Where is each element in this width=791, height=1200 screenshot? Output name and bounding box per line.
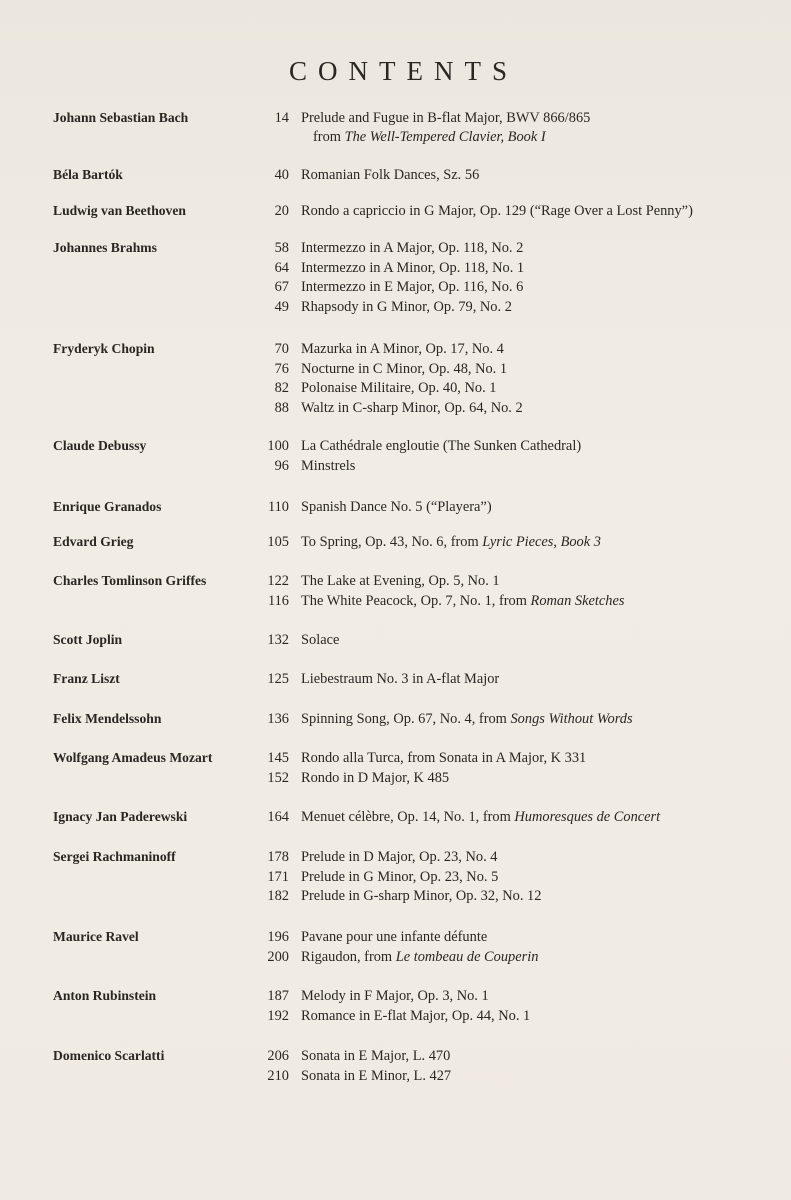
work-title-text: Prelude and Fugue in B-flat Major, BWV 866/865 <box>301 110 591 126</box>
page-number: 20 <box>274 203 289 219</box>
work-title <box>301 341 504 358</box>
work-title-text: Polonaise Militaire, Op. 40, No. 1 <box>301 380 497 397</box>
composer-name: Johann Sebastian Bach <box>53 110 189 125</box>
work-title <box>301 949 538 966</box>
composer-name: Wolfgang Amadeus Mozart <box>53 750 213 765</box>
work-row <box>0 573 791 593</box>
work-title <box>301 929 487 946</box>
work-title-text: Sonata in E Minor, L. 427 <box>301 1067 452 1084</box>
work-row <box>0 361 791 381</box>
work-row <box>0 671 791 691</box>
page-number: 200 <box>267 948 289 965</box>
work-title <box>301 438 581 455</box>
page-number: 70 <box>274 341 289 357</box>
work-row <box>0 299 791 319</box>
work-row <box>0 1048 791 1068</box>
work-title-text: Nocturne in C Minor, Op. 48, No. 1 <box>301 360 508 377</box>
composer-name: Franz Liszt <box>53 671 120 686</box>
work-row <box>0 988 791 1008</box>
work-title-text: Romance in E-flat Major, Op. 44, No. 1 <box>301 1007 531 1024</box>
composer-name: Ignacy Jan Paderewski <box>53 809 188 824</box>
composer-name: Felix Mendelssohn <box>53 711 162 726</box>
page-number: 105 <box>267 534 289 550</box>
collection-title: Roman Sketches <box>530 592 625 609</box>
page-number: 58 <box>274 240 289 256</box>
work-row <box>0 711 791 731</box>
composer-name: Anton Rubinstein <box>53 988 157 1003</box>
page-number: 122 <box>267 573 289 589</box>
work-title <box>301 869 498 886</box>
work-row <box>0 1068 791 1088</box>
work-title-text: Sonata in E Major, L. 470 <box>301 1048 451 1064</box>
work-row <box>0 750 791 770</box>
composer-name: Enrique Granados <box>53 499 162 514</box>
work-row <box>0 438 791 458</box>
collection-title: The Well-Tempered Clavier, Book I <box>344 129 546 145</box>
page-number: 49 <box>274 298 289 315</box>
work-row <box>0 534 791 554</box>
work-row <box>0 499 791 519</box>
work-title <box>301 849 497 866</box>
work-title <box>301 499 492 516</box>
work-title-text: Intermezzo in E Major, Op. 116, No. 6 <box>301 279 524 296</box>
page-number: 196 <box>267 929 289 945</box>
work-row <box>0 770 791 790</box>
work-row <box>0 110 791 145</box>
work-title <box>301 458 355 475</box>
work-title <box>301 279 523 296</box>
work-row <box>0 632 791 652</box>
work-title-text: Romanian Folk Dances, Sz. 56 <box>301 167 480 183</box>
work-row <box>0 869 791 889</box>
composer-name: Ludwig van Beethoven <box>53 203 186 218</box>
work-title-text: Rigaudon, from <box>301 948 396 965</box>
work-title <box>301 809 660 826</box>
page-number: 171 <box>267 868 289 885</box>
work-title-text: Melody in F Major, Op. 3, No. 1 <box>301 988 489 1004</box>
work-title <box>301 888 541 905</box>
page-number: 64 <box>274 259 289 276</box>
work-row <box>0 341 791 361</box>
work-row <box>0 260 791 280</box>
work-title-text: Spanish Dance No. 5 (“Playera”) <box>301 499 492 515</box>
page-number: 132 <box>267 632 289 648</box>
work-title-text: Rondo alla Turca, from Sonata in A Major, K 331 <box>301 750 587 766</box>
composer-name: Johannes Brahms <box>53 240 157 255</box>
work-title <box>301 671 499 688</box>
page-number: 67 <box>274 279 289 296</box>
work-title <box>301 1048 450 1065</box>
work-title <box>301 361 507 378</box>
work-title-text: Minstrels <box>301 457 356 474</box>
work-title-text: Prelude in G Minor, Op. 23, No. 5 <box>301 868 499 885</box>
composer-name: Edvard Grieg <box>53 534 134 549</box>
work-row <box>0 279 791 299</box>
work-title-text: Spinning Song, Op. 67, No. 4, from <box>301 711 511 727</box>
work-title <box>301 711 633 728</box>
page-number: 192 <box>267 1007 289 1024</box>
work-title <box>301 203 693 220</box>
work-title-text: The Lake at Evening, Op. 5, No. 1 <box>301 573 500 589</box>
work-title <box>301 260 524 277</box>
work-title-text: The White Peacock, Op. 7, No. 1, from <box>301 592 531 609</box>
work-title-text: To Spring, Op. 43, No. 6, from <box>301 534 483 550</box>
work-row <box>0 929 791 949</box>
page-number: 178 <box>267 849 289 865</box>
work-title <box>301 988 489 1005</box>
page-number: 206 <box>267 1048 289 1064</box>
work-title-text: La Cathédrale engloutie (The Sunken Cathedral) <box>301 438 582 454</box>
composer-name: Claude Debussy <box>53 438 147 453</box>
work-title-text: Waltz in C-sharp Minor, Op. 64, No. 2 <box>301 399 523 416</box>
work-title-text: Intermezzo in A Minor, Op. 118, No. 1 <box>301 259 525 276</box>
work-title <box>301 750 586 767</box>
page-number: 187 <box>267 988 289 1004</box>
work-row <box>0 380 791 400</box>
work-title <box>301 299 512 316</box>
work-title-text: Intermezzo in A Major, Op. 118, No. 2 <box>301 240 524 256</box>
page-number: 182 <box>267 888 289 905</box>
page-number: 82 <box>274 380 289 397</box>
work-title <box>301 770 449 787</box>
work-title-text: Prelude in D Major, Op. 23, No. 4 <box>301 849 498 865</box>
page-number: 40 <box>274 167 289 183</box>
work-title-text: Rondo in D Major, K 485 <box>301 769 450 786</box>
page-number: 88 <box>274 399 289 416</box>
work-row <box>0 400 791 420</box>
composer-name: Scott Joplin <box>53 632 123 647</box>
work-row <box>0 240 791 260</box>
collection-title: Songs Without Words <box>510 711 633 727</box>
work-title <box>301 110 590 127</box>
page-number: 76 <box>274 360 289 377</box>
composer-name: Fryderyk Chopin <box>53 341 155 356</box>
page-number: 100 <box>267 438 289 454</box>
composer-name: Domenico Scarlatti <box>53 1048 165 1063</box>
page-number: 164 <box>267 809 289 825</box>
page-number: 110 <box>267 499 289 515</box>
page-number: 152 <box>267 769 289 786</box>
work-row <box>0 203 791 223</box>
work-title-text: Menuet célèbre, Op. 14, No. 1, from <box>301 809 515 825</box>
page-number: 210 <box>267 1067 289 1084</box>
page-number: 125 <box>267 671 289 687</box>
work-row <box>0 849 791 869</box>
composer-name: Sergei Rachmaninoff <box>53 849 176 864</box>
work-title-text: Prelude in G-sharp Minor, Op. 32, No. 12 <box>301 888 542 905</box>
work-row <box>0 593 791 613</box>
work-title-text: Pavane pour une infante défunte <box>301 929 488 945</box>
work-title <box>301 1068 451 1085</box>
work-row <box>0 458 791 478</box>
work-title <box>301 400 523 417</box>
page-number: 96 <box>274 457 289 474</box>
work-title <box>301 632 339 649</box>
work-source-prefix: from <box>313 129 345 145</box>
composer-name: Maurice Ravel <box>53 929 139 944</box>
work-title <box>301 167 479 184</box>
work-title <box>301 1008 530 1025</box>
work-row <box>0 167 791 187</box>
work-title-text: Rondo a capriccio in G Major, Op. 129 (“Rage Over a Lost Penny”) <box>301 203 693 219</box>
composer-name: Charles Tomlinson Griffes <box>53 573 207 588</box>
composer-name: Béla Bartók <box>53 167 123 182</box>
work-row <box>0 888 791 908</box>
work-row <box>0 809 791 829</box>
work-title <box>301 534 601 551</box>
work-title <box>301 593 624 610</box>
work-title-text: Rhapsody in G Minor, Op. 79, No. 2 <box>301 298 512 315</box>
page-number: 14 <box>274 110 289 126</box>
page-number: 136 <box>267 711 289 727</box>
page-number: 116 <box>267 592 289 609</box>
work-title-text: Liebestraum No. 3 in A-flat Major <box>301 671 500 687</box>
work-title <box>301 573 500 590</box>
work-title <box>301 240 523 257</box>
work-row <box>0 949 791 969</box>
page-title: CONTENTS <box>289 56 518 86</box>
collection-title: Le tombeau de Couperin <box>395 948 539 965</box>
work-title-text: Solace <box>301 632 340 648</box>
work-source <box>313 129 546 146</box>
work-title <box>301 380 496 397</box>
work-row <box>0 1008 791 1028</box>
collection-title: Lyric Pieces, Book 3 <box>482 534 601 550</box>
collection-title: Humoresques de Concert <box>514 809 661 825</box>
page-number: 145 <box>267 750 289 766</box>
work-title-text: Mazurka in A Minor, Op. 17, No. 4 <box>301 341 504 357</box>
